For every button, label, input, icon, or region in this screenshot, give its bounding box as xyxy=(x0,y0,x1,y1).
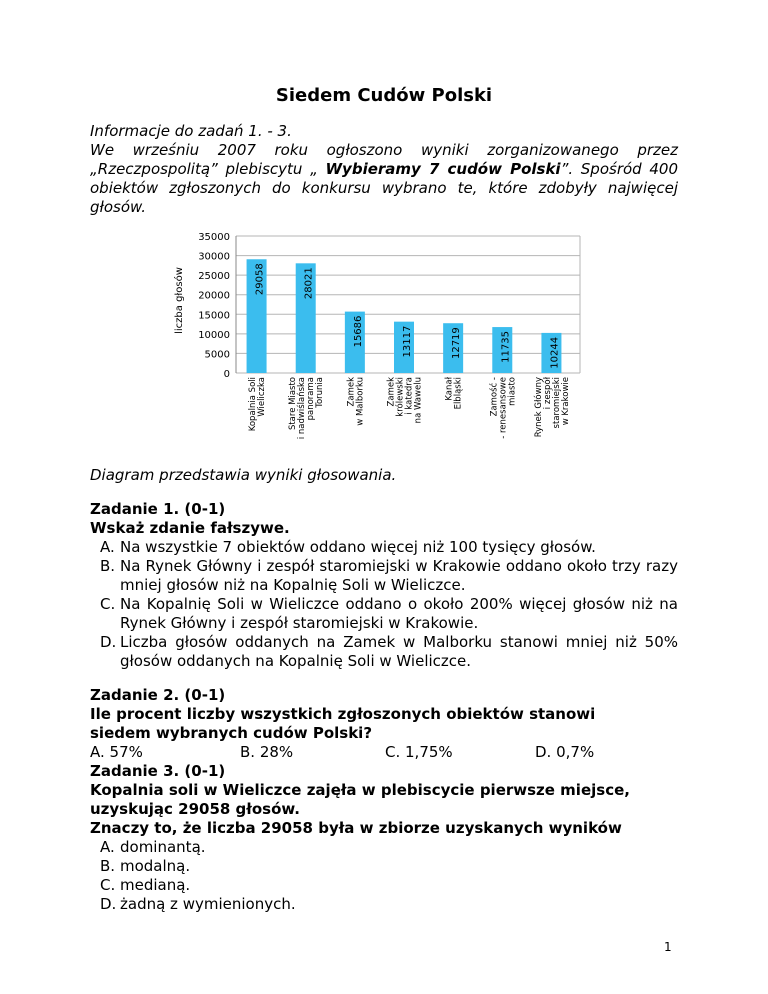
x-category-label: Elbląski xyxy=(453,377,464,410)
task-1 xyxy=(90,500,678,671)
option-label: B. xyxy=(100,857,116,875)
task-2-option-a[interactable]: A. 57% xyxy=(90,743,143,761)
x-category-label: Kanał xyxy=(444,377,455,401)
x-category-label: - renesansowe xyxy=(498,377,509,439)
intro-text-b: ”. Spośród 400 obiektów zgłoszonych do konkursu wybrano te, które zdobyły najwięcej głosów. xyxy=(90,160,678,216)
task-2 xyxy=(90,686,678,762)
bar-value-label: 29058 xyxy=(254,263,266,296)
y-axis-label: liczba głosów xyxy=(174,267,185,334)
votes-bar-chart xyxy=(160,222,600,462)
x-category-label: na Wawelu xyxy=(413,377,424,424)
x-category-label: staromiejski xyxy=(551,377,562,429)
intro-text-bold: Wybieramy 7 cudów Polski xyxy=(325,160,561,178)
x-category-label: i katedra xyxy=(404,377,415,415)
x-category-label: Zamość - xyxy=(489,377,500,417)
page-title: Siedem Cudów Polski xyxy=(275,85,493,106)
option-text: Liczba głosów oddanych na Zamek w Malborku stanowi mniej niż 50% głosów oddanych na Kopalnię Soli w Wieliczce. xyxy=(120,633,678,670)
y-tick-label: 15000 xyxy=(198,310,230,322)
task-3-question-line2: uzyskując 29058 głosów. xyxy=(90,800,300,818)
task-3-option-c[interactable] xyxy=(90,876,678,895)
bar-value-label: 10244 xyxy=(549,336,561,369)
task-2-question-line2: siedem wybranych cudów Polski? xyxy=(90,724,373,742)
bar-value-label: 11735 xyxy=(500,331,512,363)
task-3-options xyxy=(90,838,678,914)
chart-caption: Diagram przedstawia wyniki głosowania. xyxy=(90,466,397,484)
option-text: Na Kopalnię Soli w Wieliczce oddano o około 200% więcej głosów niż na Rynek Główny i zespół staromiejski w Krakowie. xyxy=(120,595,678,632)
x-category-label: w Malborku xyxy=(355,377,366,426)
x-category-label: w Krakowie xyxy=(560,377,571,426)
bar-value-label: 15686 xyxy=(352,315,364,348)
task-1-options xyxy=(90,538,678,671)
option-text: Na Rynek Główny i zespół staromiejski w Krakowie oddano około trzy razy mniej głosów niż na Kopalnię Soli w Wieliczce. xyxy=(120,557,678,594)
y-tick-label: 5000 xyxy=(204,349,230,361)
option-label: A. xyxy=(100,838,115,856)
task-3-option-a[interactable] xyxy=(90,838,678,857)
task-2-options xyxy=(90,743,678,762)
y-tick-label: 25000 xyxy=(198,271,230,283)
task-3-option-d[interactable] xyxy=(90,895,678,914)
bar-value-label: 13117 xyxy=(402,325,413,358)
x-category-label: Zamek xyxy=(386,377,397,407)
task-1-option-d[interactable] xyxy=(90,633,678,671)
intro-heading: Informacje do zadań 1. - 3. xyxy=(90,122,292,140)
option-text: żadną z wymienionych. xyxy=(120,895,296,913)
task-2-option-c[interactable]: C. 1,75% xyxy=(385,743,453,761)
task-3-header: Zadanie 3. (0-1) xyxy=(90,762,226,780)
x-category-label: Stare Miasto xyxy=(288,377,299,431)
task-2-option-b[interactable]: B. 28% xyxy=(240,743,294,761)
option-text: Na wszystkie 7 obiektów oddano więcej niż 100 tysięcy głosów. xyxy=(120,538,596,556)
option-text: modalną. xyxy=(120,857,191,875)
task-2-question-line1: Ile procent liczby wszystkich zgłoszonych obiektów stanowi xyxy=(90,705,596,723)
y-tick-label: 0 xyxy=(223,369,230,380)
task-1-option-a[interactable] xyxy=(90,538,678,557)
intro-text xyxy=(90,141,678,217)
task-2-header: Zadanie 2. (0-1) xyxy=(90,686,226,704)
x-category-label: i nadwiślańska xyxy=(297,377,308,440)
intro-block xyxy=(90,122,678,217)
y-tick-label: 35000 xyxy=(198,232,230,243)
y-tick-label: 20000 xyxy=(198,290,230,302)
task-1-header: Zadanie 1. (0-1) xyxy=(90,500,226,518)
task-1-question: Wskaż zdanie fałszywe. xyxy=(90,519,290,537)
option-label: C. xyxy=(100,876,116,894)
option-label: A. xyxy=(100,538,115,556)
page-number: 1 xyxy=(664,940,672,954)
x-category-label: królewski xyxy=(395,377,406,417)
option-label: C. xyxy=(100,595,116,613)
task-3-question-line1: Kopalnia soli w Wieliczce zajęła w plebiscycie pierwsze miejsce, xyxy=(90,781,630,799)
option-text: medianą. xyxy=(120,876,191,894)
x-category-label: miasto xyxy=(507,377,518,406)
option-label: D. xyxy=(100,633,117,651)
task-3 xyxy=(90,762,678,914)
task-3-question-line3: Znaczy to, że liczba 29058 była w zbiorze uzyskanych wyników xyxy=(90,819,622,837)
x-category-label: Zamek xyxy=(346,377,357,407)
task-3-option-b[interactable] xyxy=(90,857,678,876)
x-category-label: i zespół xyxy=(542,377,553,410)
x-category-label: Rynek Główny xyxy=(533,377,544,438)
task-1-option-c[interactable] xyxy=(90,595,678,633)
x-category-label: Wieliczka xyxy=(257,377,268,417)
x-category-label: panorama xyxy=(306,377,317,421)
x-category-label: Torunia xyxy=(315,377,326,408)
task-2-option-d[interactable]: D. 0,7% xyxy=(535,743,595,761)
y-tick-label: 30000 xyxy=(198,251,230,263)
task-1-option-b[interactable] xyxy=(90,557,678,595)
x-category-label: Kopalnia Soli xyxy=(248,377,259,432)
option-label: D. xyxy=(100,895,117,913)
y-tick-label: 10000 xyxy=(198,329,230,341)
option-text: dominantą. xyxy=(120,838,206,856)
intro-text-a: We wrześniu 2007 roku ogłoszono wyniki zorganizowanego przez „Rzeczpospolitą” plebiscytu „ xyxy=(90,141,678,178)
bar-value-label: 12719 xyxy=(451,327,463,360)
bar-value-label: 28021 xyxy=(303,267,315,300)
option-label: B. xyxy=(100,557,116,575)
